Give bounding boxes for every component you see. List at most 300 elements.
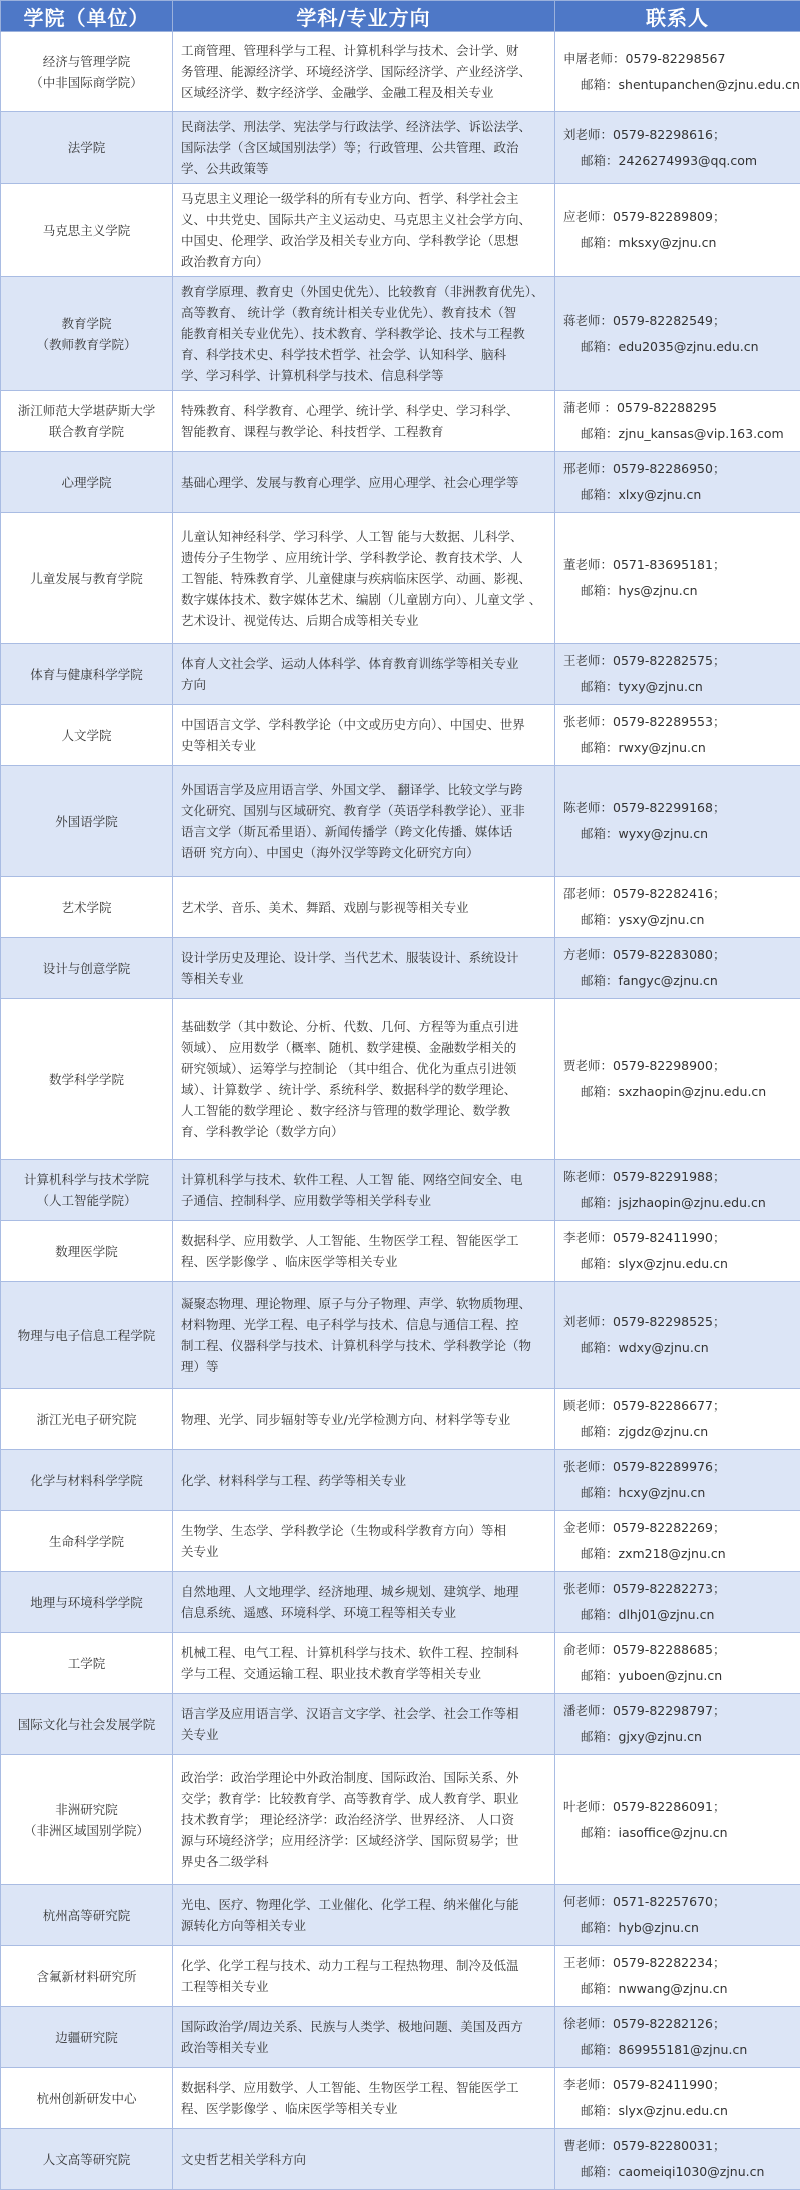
contact-phone-line xyxy=(563,204,792,230)
contact-email-line xyxy=(563,1480,792,1506)
contact-phone-line xyxy=(563,1053,792,1079)
subject-line: 国际政治学/周边关系、民族与人类学、极地问题、美国及西方 xyxy=(181,2016,546,2037)
contact-cell xyxy=(555,452,800,513)
college-name-line: 边疆研究院 xyxy=(9,2027,164,2048)
contact-email[interactable]: zjgdz@zjnu.cn xyxy=(619,1424,709,1439)
contact-person: 申屠老师： xyxy=(563,46,626,72)
table-row xyxy=(1,999,800,1160)
contact-cell xyxy=(555,1160,800,1221)
email-label: 邮箱： xyxy=(581,2159,619,2185)
contact-cell xyxy=(555,2068,800,2129)
subject-line: 人工智能的数学理论 、数字经济与管理的数学理论、数学教 xyxy=(181,1100,546,1121)
contact-email-line xyxy=(563,674,792,700)
contact-phone-line xyxy=(563,456,792,482)
college-cell xyxy=(1,2129,173,2190)
subject-line: 交学；教育学：比较教育学、高等教育学、成人教育学、职业 xyxy=(181,1788,546,1809)
contact-phone-line xyxy=(563,1309,792,1335)
email-label: 邮箱： xyxy=(581,1419,619,1445)
college-cell xyxy=(1,1389,173,1450)
header-contact: 联系人 xyxy=(555,1,800,32)
email-label: 邮箱： xyxy=(581,1602,619,1628)
subject-cell xyxy=(173,1160,555,1221)
subject-line: 育、科学技术史、科学技术哲学、社会学、认知科学、脑科 xyxy=(181,344,546,365)
college-name-line: 法学院 xyxy=(9,137,164,158)
college-name-line: 设计与创意学院 xyxy=(9,958,164,979)
contact-person: 叶老师： xyxy=(563,1794,613,1820)
college-name-line: 艺术学院 xyxy=(9,897,164,918)
table-header-row xyxy=(1,1,800,32)
contact-email[interactable]: jsjzhaopin@zjnu.edu.cn xyxy=(619,1195,766,1210)
subject-line: 程、医学影像学 、临床医学等相关专业 xyxy=(181,1251,546,1272)
email-label: 邮箱： xyxy=(581,1079,619,1105)
contact-email[interactable]: hcxy@zjnu.cn xyxy=(619,1485,706,1500)
header-college: 学院（单位） xyxy=(1,1,173,32)
subject-cell xyxy=(173,32,555,112)
contact-phone: 0579-82289553； xyxy=(613,714,725,729)
college-name-line: 计算机科学与技术学院 xyxy=(9,1169,164,1190)
subject-line: 工智能、特殊教育学、儿童健康与疾病临床医学、动画、影视、 xyxy=(181,568,546,589)
table-row xyxy=(1,644,800,705)
table-row xyxy=(1,1450,800,1511)
contact-cell xyxy=(555,938,800,999)
subject-line: 光电、医疗、物理化学、工业催化、化学工程、纳米催化与能 xyxy=(181,1894,546,1915)
college-cell xyxy=(1,391,173,452)
subject-line: 语研 究方向）、中国史（海外汉学等跨文化研究方向） xyxy=(181,842,546,863)
contact-email-line xyxy=(563,334,792,360)
college-cell xyxy=(1,1572,173,1633)
subject-cell xyxy=(173,1694,555,1755)
subject-line: 机械工程、电气工程、计算机科学与技术、软件工程、控制科 xyxy=(181,1642,546,1663)
subject-line: 等相关专业 xyxy=(181,968,546,989)
college-name-line: 杭州高等研究院 xyxy=(9,1905,164,1926)
contact-cell xyxy=(555,513,800,644)
table-row xyxy=(1,938,800,999)
contact-email-line xyxy=(563,1251,792,1277)
contact-cell xyxy=(555,1946,800,2007)
table-row xyxy=(1,877,800,938)
contact-email[interactable]: zjnu_kansas@vip.163.com xyxy=(619,426,784,441)
college-cell xyxy=(1,644,173,705)
college-name-line: 浙江光电子研究院 xyxy=(9,1409,164,1430)
contact-person: 方老师： xyxy=(563,942,613,968)
subject-cell xyxy=(173,877,555,938)
contact-cell xyxy=(555,1572,800,1633)
table-row xyxy=(1,705,800,766)
contact-cell xyxy=(555,877,800,938)
contact-phone-line xyxy=(563,1889,792,1915)
contact-cell xyxy=(555,2129,800,2190)
table-row xyxy=(1,32,800,112)
contact-phone-line xyxy=(563,1637,792,1663)
subject-line: 工商管理、管理科学与工程、计算机科学与技术、会计学、财 xyxy=(181,40,546,61)
contact-phone-line xyxy=(563,1794,792,1820)
subject-cell xyxy=(173,1450,555,1511)
contact-phone: 0579-82286091； xyxy=(613,1799,725,1814)
contact-email-line xyxy=(563,821,792,847)
email-label: 邮箱： xyxy=(581,1190,619,1216)
college-cell xyxy=(1,1221,173,1282)
contact-phone-line xyxy=(563,1164,792,1190)
college-cell xyxy=(1,1946,173,2007)
college-cell xyxy=(1,1755,173,1885)
table-row xyxy=(1,2007,800,2068)
subject-line: 关专业 xyxy=(181,1541,546,1562)
contact-cell xyxy=(555,1221,800,1282)
table-row xyxy=(1,1885,800,1946)
contact-phone: 0579-82298900； xyxy=(613,1058,725,1073)
contact-email[interactable]: dlhj01@zjnu.cn xyxy=(619,1607,715,1622)
contact-phone: 0579-82282575； xyxy=(613,653,725,668)
contact-phone: 0579-82286677； xyxy=(613,1398,725,1413)
contact-phone-line xyxy=(563,881,792,907)
subject-cell xyxy=(173,999,555,1160)
contact-cell xyxy=(555,2007,800,2068)
table-row xyxy=(1,2129,800,2190)
college-cell xyxy=(1,705,173,766)
contact-email-line xyxy=(563,1335,792,1361)
contact-email[interactable]: ysxy@zjnu.cn xyxy=(619,912,705,927)
subject-line: 特殊教育、科学教育、心理学、统计学、科学史、学习科学、 xyxy=(181,400,546,421)
college-cell xyxy=(1,452,173,513)
college-cell xyxy=(1,999,173,1160)
subject-line: 基础心理学、发展与教育心理学、应用心理学、社会心理学等 xyxy=(181,472,546,493)
table-row xyxy=(1,2068,800,2129)
subject-line: 子通信、控制科学、应用数学等相关学科专业 xyxy=(181,1190,546,1211)
email-label: 邮箱： xyxy=(581,968,619,994)
contact-email[interactable]: yuboen@zjnu.cn xyxy=(619,1668,723,1683)
subject-line: 遗传分子生物学 、应用统计学、学科教学论、教育技术学、人 xyxy=(181,547,546,568)
contact-phone-line xyxy=(563,1576,792,1602)
subject-line: 材料物理、光学工程、电子科学与技术、信息与通信工程、控 xyxy=(181,1314,546,1335)
subject-cell xyxy=(173,2129,555,2190)
subject-line: 语言文学（斯瓦希里语）、新闻传播学（跨文化传播、媒体话 xyxy=(181,821,546,842)
contact-email-line xyxy=(563,1079,792,1105)
contact-cell xyxy=(555,1282,800,1389)
subject-line: 方向 xyxy=(181,674,546,695)
contact-cell xyxy=(555,112,800,184)
contact-phone-line xyxy=(563,1225,792,1251)
college-name-line: 含氟新材料研究所 xyxy=(9,1966,164,1987)
table-body xyxy=(1,32,800,2190)
email-label: 邮箱： xyxy=(581,72,619,98)
email-label: 邮箱： xyxy=(581,421,619,447)
contact-email[interactable]: slyx@zjnu.edu.cn xyxy=(619,1256,728,1271)
subject-line: 信息系统、遥感、环境科学、环境工程等相关专业 xyxy=(181,1602,546,1623)
subject-line: 源转化方向等相关专业 xyxy=(181,1915,546,1936)
contact-cell xyxy=(555,999,800,1160)
contact-cell xyxy=(555,705,800,766)
table-row xyxy=(1,112,800,184)
contact-email-line xyxy=(563,1190,792,1216)
subject-cell xyxy=(173,1633,555,1694)
subject-line: 域）、计算数学 、统计学、系统科学、数据科学的数学理论、 xyxy=(181,1079,546,1100)
contact-cell xyxy=(555,184,800,277)
contact-email[interactable]: fangyc@zjnu.cn xyxy=(619,973,718,988)
contact-cell xyxy=(555,1389,800,1450)
contact-phone: 0579-82411990； xyxy=(613,2077,725,2092)
contact-cell xyxy=(555,1511,800,1572)
subject-line: 政治等相关专业 xyxy=(181,2037,546,2058)
college-cell xyxy=(1,2007,173,2068)
email-label: 邮箱： xyxy=(581,1541,619,1567)
contact-phone-line xyxy=(563,709,792,735)
table-row xyxy=(1,1572,800,1633)
college-cell xyxy=(1,1450,173,1511)
contact-phone-line xyxy=(563,122,792,148)
contact-email-line xyxy=(563,968,792,994)
contact-phone: 0579-82282416； xyxy=(613,886,725,901)
subject-cell xyxy=(173,1755,555,1885)
contact-phone-line xyxy=(563,1698,792,1724)
email-label: 邮箱： xyxy=(581,1335,619,1361)
subject-line: 程、医学影像学 、临床医学等相关专业 xyxy=(181,2098,546,2119)
contact-person: 俞老师： xyxy=(563,1637,613,1663)
contact-email-line xyxy=(563,1419,792,1445)
table-row xyxy=(1,1221,800,1282)
subject-line: 理）等 xyxy=(181,1356,546,1377)
subject-line: 关专业 xyxy=(181,1724,546,1745)
contact-email[interactable]: sxzhaopin@zjnu.edu.cn xyxy=(619,1084,767,1099)
contact-email[interactable]: shentupanchen@zjnu.edu.cn xyxy=(619,77,800,92)
contact-email[interactable]: wdxy@zjnu.cn xyxy=(619,1340,709,1355)
subject-line: 数字媒体技术、数字媒体艺术、编剧（儿童剧方向）、儿童文学 、 xyxy=(181,589,546,610)
contact-person: 徐老师： xyxy=(563,2011,613,2037)
subject-line: 凝聚态物理、理论物理、原子与分子物理、声学、软物质物理、 xyxy=(181,1293,546,1314)
contact-person: 张老师： xyxy=(563,1576,613,1602)
table-row xyxy=(1,184,800,277)
subject-line: 马克思主义理论一级学科的所有专业方向、哲学、科学社会主 xyxy=(181,188,546,209)
contact-phone-line xyxy=(563,942,792,968)
subject-line: 智能教育、课程与教学论、科技哲学、工程教育 xyxy=(181,421,546,442)
college-name-line: （人工智能学院） xyxy=(9,1190,164,1211)
college-name-line: 杭州创新研发中心 xyxy=(9,2088,164,2109)
email-label: 邮箱： xyxy=(581,1251,619,1277)
subject-cell xyxy=(173,766,555,877)
subject-line: 学、学习科学、计算机科学与技术、信息科学等 xyxy=(181,365,546,386)
contact-phone-line xyxy=(563,1950,792,1976)
contact-cell xyxy=(555,1694,800,1755)
contact-email-line xyxy=(563,148,792,174)
subject-cell xyxy=(173,1511,555,1572)
contact-phone: 0579-82288295 xyxy=(617,400,717,415)
table-row xyxy=(1,1160,800,1221)
subject-line: 生物学、生态学、学科教学论（生物或科学教育方向）等相 xyxy=(181,1520,546,1541)
subject-line: 学、公共政策等 xyxy=(181,158,546,179)
contact-email-line xyxy=(563,735,792,761)
contact-email[interactable]: gjxy@zjnu.cn xyxy=(619,1729,702,1744)
college-name-line: 数理医学院 xyxy=(9,1241,164,1262)
college-name-line: 非洲研究院 xyxy=(9,1799,164,1820)
subject-cell xyxy=(173,1389,555,1450)
contact-person: 蒲老师 ： xyxy=(563,395,617,421)
contact-phone: 0579-82288685； xyxy=(613,1642,725,1657)
subject-line: 文史哲艺相关学科方向 xyxy=(181,2149,546,2170)
college-name-line: 联合教育学院 xyxy=(9,421,164,442)
college-name-line: 人文高等研究院 xyxy=(9,2149,164,2170)
subject-line: 务管理、能源经济学、环境经济学、国际经济学、产业经济学、 xyxy=(181,61,546,82)
contact-phone-line xyxy=(563,795,792,821)
contact-phone: 0579-82283080； xyxy=(613,947,725,962)
contact-person: 潘老师： xyxy=(563,1698,613,1724)
college-cell xyxy=(1,513,173,644)
subject-line: 技术教育学； 理论经济学：政治经济学、世界经济、 人口资 xyxy=(181,1809,546,1830)
subject-cell xyxy=(173,452,555,513)
college-name-line: 化学与材料科学学院 xyxy=(9,1470,164,1491)
contact-cell xyxy=(555,391,800,452)
email-label: 邮箱： xyxy=(581,2037,619,2063)
college-name-line: 体育与健康科学学院 xyxy=(9,664,164,685)
subject-cell xyxy=(173,1946,555,2007)
contact-phone: 0579-82282126； xyxy=(613,2016,725,2031)
table-row xyxy=(1,513,800,644)
subject-cell xyxy=(173,2007,555,2068)
contact-email-line xyxy=(563,2159,792,2185)
contact-email[interactable]: wyxy@zjnu.cn xyxy=(619,826,709,841)
college-name-line: 经济与管理学院 xyxy=(9,51,164,72)
contact-email[interactable]: hyb@zjnu.cn xyxy=(619,1920,699,1935)
contact-cell xyxy=(555,277,800,391)
contact-email[interactable]: caomeiqi1030@zjnu.cn xyxy=(619,2164,765,2179)
email-label: 邮箱： xyxy=(581,1976,619,2002)
email-label: 邮箱： xyxy=(581,148,619,174)
contact-phone: 0579-82282549； xyxy=(613,313,725,328)
subject-line: 外国语言学及应用语言学、外国文学、 翻译学、比较文学与跨 xyxy=(181,779,546,800)
email-label: 邮箱： xyxy=(581,578,619,604)
subject-cell xyxy=(173,705,555,766)
contact-email-line xyxy=(563,1820,792,1846)
contact-email[interactable]: slyx@zjnu.edu.cn xyxy=(619,2103,728,2118)
contact-phone-line xyxy=(563,2133,792,2159)
subject-cell xyxy=(173,1282,555,1389)
contact-person: 曹老师： xyxy=(563,2133,613,2159)
contact-phone: 0579-82282234； xyxy=(613,1955,725,1970)
contact-email-line xyxy=(563,1724,792,1750)
subject-line: 区域经济学、数字经济学、金融学、金融工程及相关专业 xyxy=(181,82,546,103)
email-label: 邮箱： xyxy=(581,907,619,933)
contact-email-line xyxy=(563,1976,792,2002)
subject-line: 数据科学、应用数学、人工智能、生物医学工程、智能医学工 xyxy=(181,1230,546,1251)
table-row xyxy=(1,1511,800,1572)
college-name-line: 地理与环境科学学院 xyxy=(9,1592,164,1613)
table-row xyxy=(1,1694,800,1755)
subject-cell xyxy=(173,184,555,277)
contact-phone: 0579-82299168； xyxy=(613,800,725,815)
contact-phone: 0579-82282273； xyxy=(613,1581,725,1596)
subject-line: 文化研究、国别与区域研究、教育学（英语学科教学论）、亚非 xyxy=(181,800,546,821)
subject-line: 艺术设计、视觉传达、后期合成等相关专业 xyxy=(181,610,546,631)
subject-line: 物理、光学、同步辐射等专业/光学检测方向、材料学等专业 xyxy=(181,1409,546,1430)
subject-cell xyxy=(173,1572,555,1633)
college-cell xyxy=(1,1511,173,1572)
contact-person: 陈老师： xyxy=(563,1164,613,1190)
contact-email[interactable]: edu2035@zjnu.edu.cn xyxy=(619,339,759,354)
contact-email[interactable]: tyxy@zjnu.cn xyxy=(619,679,703,694)
contact-phone: 0579-82298525； xyxy=(613,1314,725,1329)
contact-phone: 0571-82257670； xyxy=(613,1894,725,1909)
contact-email[interactable]: mksxy@zjnu.cn xyxy=(619,235,717,250)
email-label: 邮箱： xyxy=(581,2098,619,2124)
contact-email[interactable]: hys@zjnu.cn xyxy=(619,583,698,598)
contact-person: 蒋老师： xyxy=(563,308,613,334)
college-name-line: 工学院 xyxy=(9,1653,164,1674)
contact-email[interactable]: zxm218@zjnu.cn xyxy=(619,1546,726,1561)
contact-email[interactable]: nwwang@zjnu.cn xyxy=(619,1981,728,1996)
contact-email-line xyxy=(563,2037,792,2063)
college-cell xyxy=(1,1885,173,1946)
contact-email-line xyxy=(563,1663,792,1689)
email-label: 邮箱： xyxy=(581,334,619,360)
contact-cell xyxy=(555,32,800,112)
contact-phone-line xyxy=(563,1515,792,1541)
email-label: 邮箱： xyxy=(581,230,619,256)
college-cell xyxy=(1,1160,173,1221)
college-cell xyxy=(1,1282,173,1389)
contact-cell xyxy=(555,1450,800,1511)
subject-line: 界史各二级学科 xyxy=(181,1851,546,1872)
contact-person: 刘老师： xyxy=(563,1309,613,1335)
contact-email[interactable]: rwxy@zjnu.cn xyxy=(619,740,706,755)
subject-line: 中国史、伦理学、政治学及相关专业方向、学科教学论（思想 xyxy=(181,230,546,251)
subject-line: 源与环境经济学；应用经济学：区域经济学、国际贸易学；世 xyxy=(181,1830,546,1851)
subject-line: 领域）、 应用数学（概率、随机、数学建模、金融数学相关的 xyxy=(181,1037,546,1058)
subject-line: 育、学科教学论（数学方向） xyxy=(181,1121,546,1142)
contact-phone: 0579-82298616； xyxy=(613,127,725,142)
contact-person: 何老师： xyxy=(563,1889,613,1915)
contact-phone: 0579-82298567 xyxy=(626,51,726,66)
contact-person: 顾老师： xyxy=(563,1393,613,1419)
contact-email[interactable]: 869955181@zjnu.cn xyxy=(619,2042,748,2057)
contact-person: 金老师： xyxy=(563,1515,613,1541)
contact-email[interactable]: 2426274993@qq.com xyxy=(619,153,758,168)
college-cell xyxy=(1,112,173,184)
email-label: 邮箱： xyxy=(581,1480,619,1506)
contact-phone-line xyxy=(563,395,792,421)
college-name-line: 马克思主义学院 xyxy=(9,220,164,241)
contact-email-line xyxy=(563,72,792,98)
subject-line: 设计学历史及理论、设计学、当代艺术、服装设计、系统设计 xyxy=(181,947,546,968)
contact-email-line xyxy=(563,421,792,447)
subject-line: 国际法学（含区域国别法学）等；行政管理、公共管理、政治 xyxy=(181,137,546,158)
contact-phone: 0579-82289809； xyxy=(613,209,725,224)
subject-line: 政治教育方向） xyxy=(181,251,546,272)
subject-line: 史等相关专业 xyxy=(181,735,546,756)
contact-email[interactable]: iasoffice@zjnu.cn xyxy=(619,1825,728,1840)
college-cell xyxy=(1,277,173,391)
subject-line: 高等教育、 统计学（教育统计相关专业优先）、教育技术（智 xyxy=(181,302,546,323)
college-cell xyxy=(1,184,173,277)
contact-phone-line xyxy=(563,1454,792,1480)
college-cell xyxy=(1,1694,173,1755)
contact-phone: 0579-82298797； xyxy=(613,1703,725,1718)
table-row xyxy=(1,1633,800,1694)
contact-email[interactable]: xlxy@zjnu.cn xyxy=(619,487,702,502)
contact-cell xyxy=(555,1885,800,1946)
college-name-line: （教师教育学院） xyxy=(9,334,164,355)
subject-line: 制工程、仪器科学与技术、计算机科学与技术、学科教学论（物 xyxy=(181,1335,546,1356)
subject-line: 民商法学、刑法学、宪法学与行政法学、经济法学、诉讼法学、 xyxy=(181,116,546,137)
subject-cell xyxy=(173,1885,555,1946)
table-row xyxy=(1,452,800,513)
contact-email-line xyxy=(563,1602,792,1628)
subject-line: 化学、化学工程与技术、动力工程与工程热物理、制冷及低温 xyxy=(181,1955,546,1976)
subject-line: 化学、材料科学与工程、药学等相关专业 xyxy=(181,1470,546,1491)
table-row xyxy=(1,1946,800,2007)
contact-cell xyxy=(555,1633,800,1694)
email-label: 邮箱： xyxy=(581,482,619,508)
subject-line: 基础数学（其中数论、分析、代数、几何、方程等为重点引进 xyxy=(181,1016,546,1037)
subject-cell xyxy=(173,644,555,705)
contact-person: 陈老师： xyxy=(563,795,613,821)
